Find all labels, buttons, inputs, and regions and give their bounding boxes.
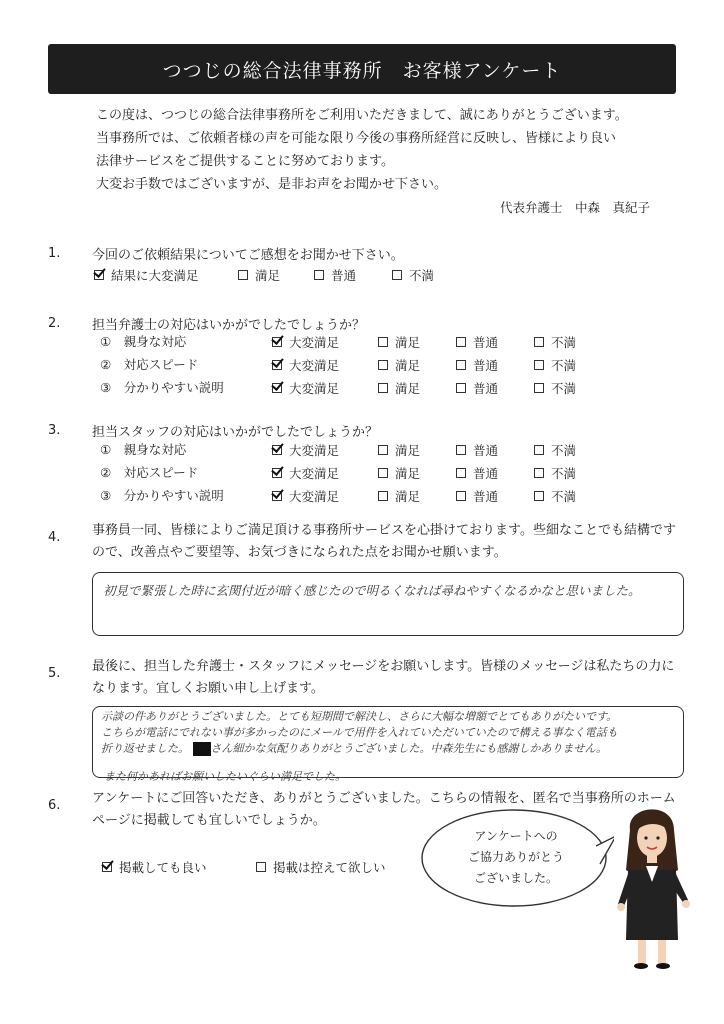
checkbox-icon[interactable] [314,270,324,280]
rating-option[interactable] [534,441,576,459]
checkbox-icon[interactable] [534,383,544,393]
checkbox-icon[interactable] [392,270,402,280]
checkbox-icon[interactable] [456,337,466,347]
checkbox-icon[interactable] [456,383,466,393]
redacted-name [193,742,211,756]
checkbox-checked-icon[interactable] [102,862,112,872]
rating-option[interactable] [272,379,339,397]
option-label: 普通 [473,489,499,504]
q1-option-very-satisfied[interactable] [94,266,199,284]
bubble-line: ご協力ありがとう [467,850,564,864]
checkbox-icon[interactable] [378,445,388,455]
answer-line: 示談の件ありがとうございました。とても短期間で解決し、さらに大幅な増額でとてもありがたいです。 [101,710,618,723]
checkbox-checked-icon[interactable] [272,383,282,393]
q1-text: 今回のご依頼結果についてご感想をお聞かせ下さい。 [92,248,404,263]
q4-text: 事務員一同、皆様によりご満足頂ける事務所サービスを心掛けております。些細なことでも結構ですので、改善点やご要望等、お気づきになられた点をお聞かせ願います。 [92,523,676,560]
intro-line: 大変お手数ではございますが、是非お声をお聞かせ下さい。 [96,177,448,192]
option-label: 満足 [395,443,421,458]
rating-option[interactable] [272,464,339,482]
checkbox-icon[interactable] [456,468,466,478]
checkbox-icon[interactable] [456,491,466,501]
answer-line: こちらが電話にでれない事が多かったのにメールで用件を入れていただいていたので構える事なく電話も [101,726,618,739]
rating-option[interactable] [378,464,420,482]
checkbox-checked-icon[interactable] [272,337,282,347]
rating-option[interactable] [534,333,576,351]
q2-number: 2. [48,316,61,331]
option-label: 大変満足 [289,489,340,504]
answer-line: 折り返せました。 さん細かな気配りありがとうございました。中森先生にも感謝しかありません。 [101,742,608,755]
option-label: 大変満足 [289,335,340,350]
rating-option[interactable] [272,333,339,351]
option-label: 普通 [473,466,499,481]
q4-handwritten-answer: 初見で緊張した時に玄関付近が暗く感じたので明るくなれば尋ねやすくなるかなと思いました。 [103,583,641,598]
option-label: 普通 [473,358,499,373]
rating-row-label: ② 対応スピード [100,465,199,480]
rating-option[interactable] [378,441,420,459]
option-label: 普通 [473,335,499,350]
option-label: 普通 [331,268,357,283]
option-label: 大変満足 [289,443,340,458]
rating-row-label: ② 対応スピード [100,357,199,372]
bubble-text [436,826,596,889]
checkbox-icon[interactable] [256,862,266,872]
option-label: 不満 [551,443,577,458]
option-label: 結果に大変満足 [111,268,199,283]
intro-line: 法律サービスをご提供することに努めております。 [96,154,394,169]
q5-number: 5. [48,666,61,681]
rating-row-label: ① 親身な対応 [100,334,187,349]
checkbox-icon[interactable] [534,445,544,455]
option-label: 普通 [473,443,499,458]
option-label: 大変満足 [289,466,340,481]
checkbox-checked-icon[interactable] [272,445,282,455]
q1-option-dissatisfied[interactable] [392,266,434,284]
checkbox-icon[interactable] [534,360,544,370]
rating-option[interactable] [456,487,498,505]
rating-option[interactable] [534,356,576,374]
rating-option[interactable] [272,487,339,505]
q6-number: 6. [48,798,61,813]
option-label: 不満 [409,268,435,283]
option-label: 大変満足 [289,358,340,373]
checkbox-icon[interactable] [378,337,388,347]
option-label: 不満 [551,466,577,481]
q3-text: 担当スタッフの対応はいかがでしたでしょうか？ [92,425,379,440]
option-label: 満足 [395,489,421,504]
option-label: 不満 [551,381,577,396]
checkbox-icon[interactable] [456,360,466,370]
q3-number: 3. [48,423,61,438]
rating-option[interactable] [456,356,498,374]
rating-option[interactable] [378,487,420,505]
rating-row-label: ① 親身な対応 [100,442,187,457]
rating-option[interactable] [456,333,498,351]
rating-option[interactable] [378,356,420,374]
rating-option[interactable] [534,487,576,505]
option-label: 満足 [395,358,421,373]
checkbox-icon[interactable] [378,491,388,501]
intro-line: この度は、つつじの総合法律事務所をご利用いただきまして、誠にありがとうございます。 [96,108,628,123]
checkbox-checked-icon[interactable] [272,491,282,501]
rating-option[interactable] [456,379,498,397]
option-label: 満足 [395,466,421,481]
checkbox-icon[interactable] [534,337,544,347]
q6-option-allow[interactable] [102,858,207,876]
rating-row-label: ③ 分かりやすい説明 [100,488,224,503]
rating-option[interactable] [272,441,339,459]
q1-option-satisfied[interactable] [238,266,280,284]
rating-option[interactable] [456,441,498,459]
q1-number: 1. [48,246,61,261]
option-label: 不満 [551,358,577,373]
option-label: 満足 [395,381,421,396]
rating-option[interactable] [378,379,420,397]
signature: 代表弁護士 中森 真紀子 [500,200,651,215]
q4-answer-box[interactable] [92,572,684,636]
q4-number: 4. [48,530,61,545]
q5-text: 最後に、担当した弁護士・スタッフにメッセージをお願いします。皆様のメッセージは私たちの力になります。宜しくお願い申し上げます。 [92,659,675,696]
checkbox-checked-icon[interactable] [272,468,282,478]
checkbox-icon[interactable] [534,468,544,478]
rating-option[interactable] [534,379,576,397]
rating-row-label: ③ 分かりやすい説明 [100,380,224,395]
q6-option-decline[interactable] [256,858,386,876]
bubble-line: アンケートへの [474,829,558,843]
option-label: 不満 [551,489,577,504]
lawyer-illustration-icon [612,800,692,970]
q1-option-normal[interactable] [314,266,356,284]
q5-handwritten-answer [101,709,618,757]
option-label: 不満 [551,335,577,350]
rating-option[interactable] [534,464,576,482]
rating-option[interactable] [272,356,339,374]
page-title: つつじの総合法律事務所 お客様アンケート [48,44,676,94]
checkbox-icon[interactable] [378,360,388,370]
option-label: 満足 [395,335,421,350]
option-label: 普通 [473,381,499,396]
rating-option[interactable] [378,333,420,351]
intro-line: 当事務所では、ご依頼者様の声を可能な限り今後の事務所経営に反映し、皆様により良い [96,131,617,146]
checkbox-checked-icon[interactable] [94,270,104,280]
checkbox-icon[interactable] [456,445,466,455]
intro-text [96,104,676,196]
rating-option[interactable] [456,464,498,482]
checkbox-icon[interactable] [378,468,388,478]
checkbox-icon[interactable] [378,383,388,393]
checkbox-checked-icon[interactable] [272,360,282,370]
option-label: 大変満足 [289,381,340,396]
q5-handwritten-last-line: また何かあればお願いしたいぐらい満足でした。 [104,770,346,783]
checkbox-icon[interactable] [238,270,248,280]
q2-text: 担当弁護士の対応はいかがでしたでしょうか？ [92,318,366,333]
option-label: 掲載しても良い [119,860,207,875]
option-label: 掲載は控えて欲しい [273,860,386,875]
bubble-line: ございました。 [473,871,558,885]
checkbox-icon[interactable] [534,491,544,501]
option-label: 満足 [255,268,281,283]
q6-text: アンケートにご回答いただき、ありがとうございました。こちらの情報を、匿名で当事務所のホームページに掲載しても宜しいでしょうか。 [92,791,676,828]
